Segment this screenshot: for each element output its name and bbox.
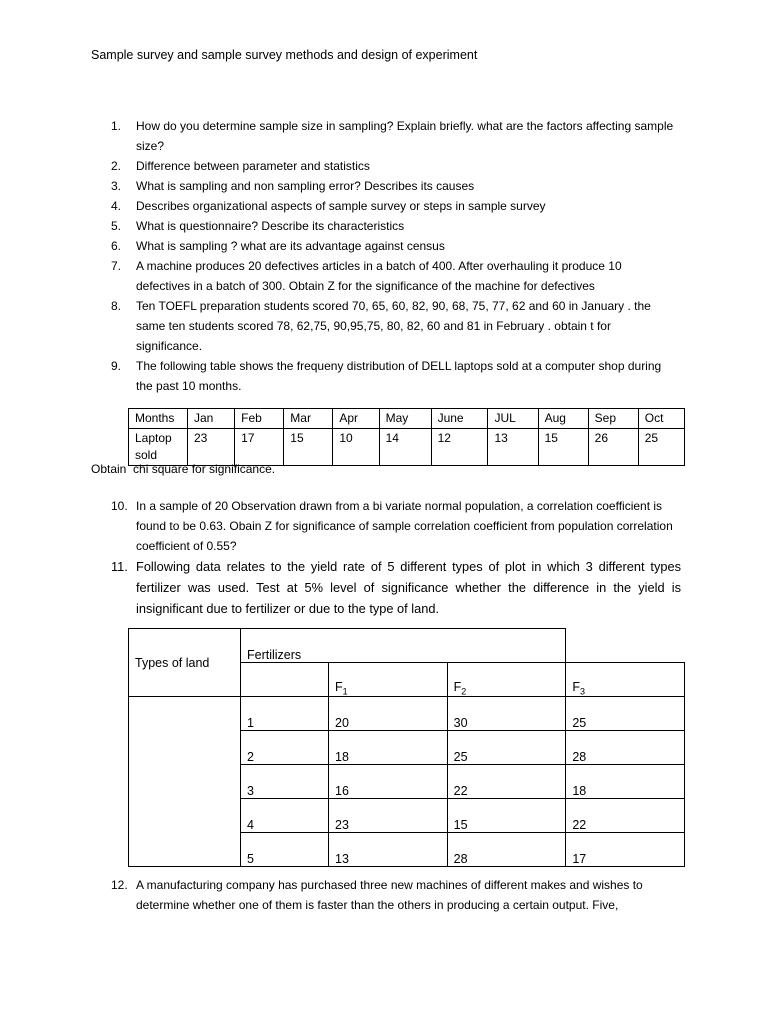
question-number: 4. (111, 199, 122, 213)
table-cell: 15 (447, 799, 566, 833)
table-cell: 18 (329, 731, 448, 765)
table-cell: 26 (588, 429, 638, 466)
table-cell: 3 (241, 765, 329, 799)
question-number: 1. (111, 119, 122, 133)
question-text: What is sampling and non sampling error? Describes its causes (136, 179, 475, 193)
question-number: 8. (111, 299, 122, 313)
table-cell: 13 (329, 833, 448, 867)
table-row (129, 409, 685, 429)
table-cell: 25 (638, 429, 684, 466)
table-cell: Jan (188, 409, 235, 429)
page-title: Sample survey and sample survey methods and design of experiment (91, 48, 478, 62)
table-cell: JUL (488, 409, 538, 429)
table-cell: 4 (241, 799, 329, 833)
table-cell: 15 (538, 429, 588, 466)
table-cell: 15 (284, 429, 333, 466)
table-cell: 12 (431, 429, 488, 466)
table-row (129, 629, 685, 663)
table-cell: 5 (241, 833, 329, 867)
table-cell: Mar (284, 409, 333, 429)
table-cell: 17 (566, 833, 685, 867)
table-cell: 23 (188, 429, 235, 466)
table-cell: Apr (333, 409, 379, 429)
table-cell: 23 (329, 799, 448, 833)
table-cell (241, 663, 329, 697)
question-text: What is questionnaire? Describe its characteristics (136, 219, 405, 233)
table-cell: 22 (566, 799, 685, 833)
table-cell: 18 (566, 765, 685, 799)
fertilizer-col-header: $F_2$ (447, 663, 566, 697)
table-cell: Sep (588, 409, 638, 429)
table-cell: 13 (488, 429, 538, 466)
question-number: 10. (111, 499, 128, 513)
table-cell: May (379, 409, 431, 429)
question-number: 11. (111, 559, 128, 574)
table-cell: 1 (241, 697, 329, 731)
question-text: The following table shows the frequeny distribution of DELL laptops sold at a computer shop during the past 10 months. (136, 359, 662, 393)
fertilizer-yield-table (128, 628, 685, 867)
obtain-note: Obtain chi square for significance. (91, 462, 276, 476)
question-number: 3. (111, 179, 122, 193)
laptop-sales-table (128, 408, 685, 466)
question-text: How do you determine sample size in sampling? Explain briefly. what are the factors affecting sample size? (136, 119, 674, 153)
table-cell: 17 (235, 429, 284, 466)
table-cell: 28 (566, 731, 685, 765)
question-text: Following data relates to the yield rate of 5 different types of plot in which 3 different types fertilizer was used. Test at 5% level of significance whether the difference in the yield is insignificant due to fertilizer or due to the type of land. (136, 559, 681, 616)
question-text: A manufacturing company has purchased three new machines of different makes and wishes to determine whether one of them is faster than the others in producing a certain output. Five, (136, 878, 643, 912)
table-cell: Aug (538, 409, 588, 429)
question-text: What is sampling ? what are its advantage against census (136, 239, 445, 253)
question-number: 12. (111, 878, 128, 892)
table-cell: Months (129, 409, 188, 429)
question-text: In a sample of 20 Observation drawn from a bi variate normal population, a correlation coefficient is found to be 0.63. Obain Z for significance of sample correlation coefficient from population correlation coefficient of 0.55? (136, 499, 673, 553)
table-cell: 16 (329, 765, 448, 799)
table-cell: 14 (379, 429, 431, 466)
question-number: 7. (111, 259, 122, 273)
question-text: Difference between parameter and statistics (136, 159, 370, 173)
question-number: 2. (111, 159, 122, 173)
table-cell: 20 (329, 697, 448, 731)
table-cell: Feb (235, 409, 284, 429)
question-text: Describes organizational aspects of sample survey or steps in sample survey (136, 199, 546, 213)
table-row (129, 697, 685, 731)
question-number: 9. (111, 359, 122, 373)
table-cell: Oct (638, 409, 684, 429)
table-cell: June (431, 409, 488, 429)
question-text: A machine produces 20 defectives articles in a batch of 400. After overhauling it produce 10 defectives in a batch of 300. Obtain Z for the significance of the machine for defectives (136, 259, 622, 293)
fertilizer-col-header: $F_3$ (566, 663, 685, 697)
table-cell: 30 (447, 697, 566, 731)
table-cell: Laptop sold (129, 429, 188, 466)
question-number: 6. (111, 239, 122, 253)
table-cell: 10 (333, 429, 379, 466)
table-cell: 25 (566, 697, 685, 731)
table-cell: 25 (447, 731, 566, 765)
types-of-land-header: Types of land (129, 629, 241, 697)
fertilizer-col-header: $F_1$ (329, 663, 448, 697)
question-number: 5. (111, 219, 122, 233)
table-row (129, 429, 685, 466)
table-cell: 28 (447, 833, 566, 867)
fertilizers-header: Fertilizers (241, 629, 566, 663)
question-text: Ten TOEFL preparation students scored 70, 65, 60, 82, 90, 68, 75, 77, 62 and 60 in January . the same ten students scored 78, 62,75, 90,95,75, 80, 82, 60 and 81 in February . obtain t for significance. (136, 299, 651, 353)
table-cell (129, 697, 241, 867)
table-cell: 2 (241, 731, 329, 765)
table-cell: 22 (447, 765, 566, 799)
